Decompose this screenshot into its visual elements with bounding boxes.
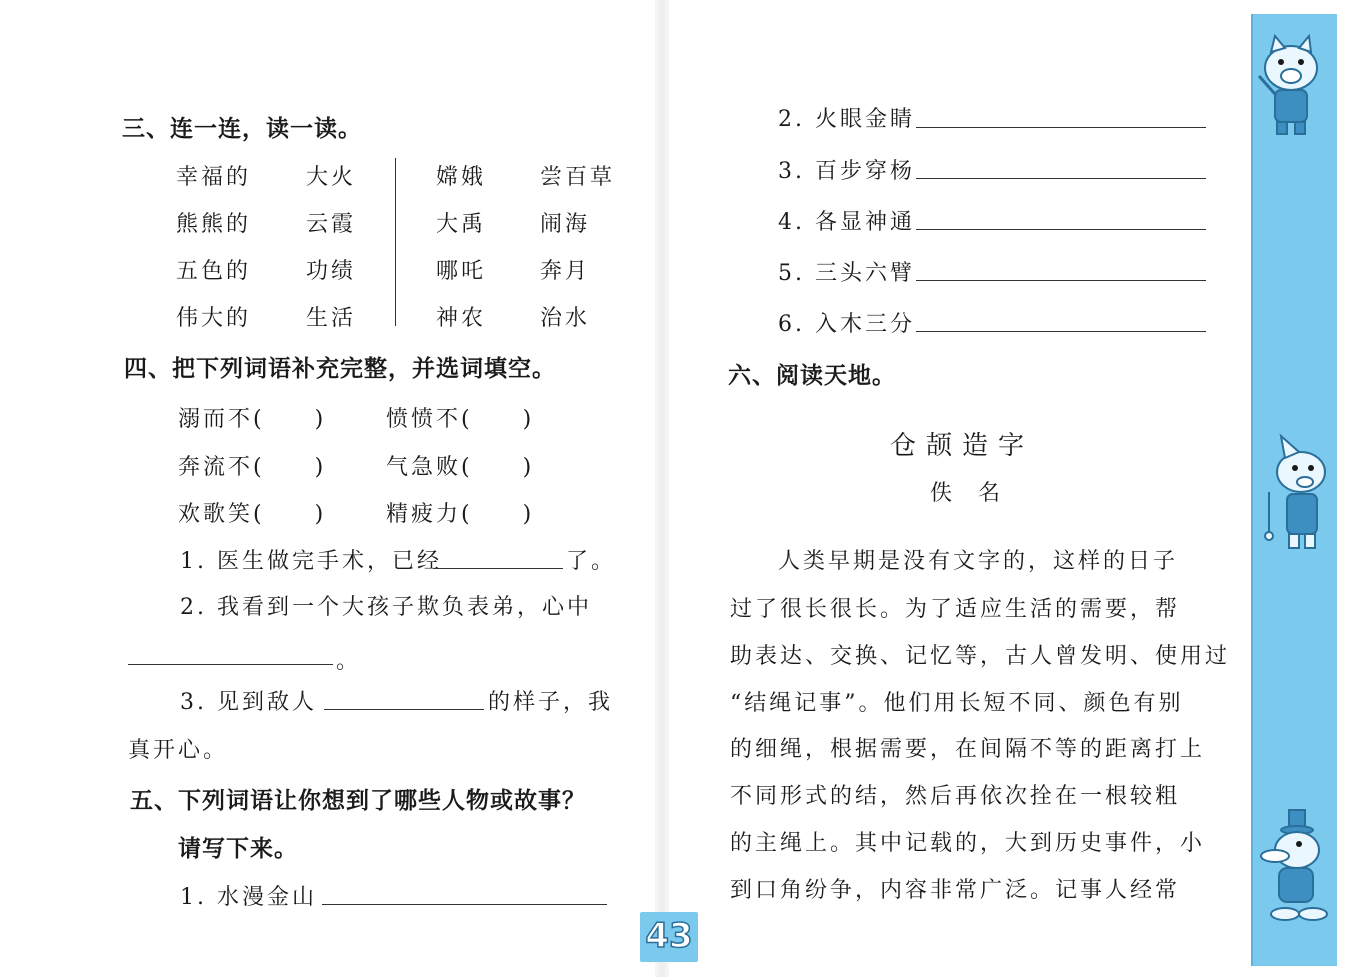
question-2-text: 2. 我看到一个大孩子欺负表弟，心中 bbox=[180, 595, 592, 620]
idiom-item: 3. 百步穿杨 bbox=[778, 159, 915, 184]
match-word: 嫦娥 bbox=[436, 165, 487, 190]
duck-cartoon-icon bbox=[1249, 804, 1341, 934]
story-title: 仓颉造字 bbox=[890, 431, 1035, 461]
question-2-end: 。 bbox=[336, 649, 362, 674]
idiom-blank[interactable]: 奔流不( ) bbox=[178, 455, 327, 480]
match-word: 伟大的 bbox=[176, 306, 252, 331]
idiom-item: 4. 各显神通 bbox=[778, 210, 915, 235]
story-line: 人类早期是没有文字的，这样的日子 bbox=[778, 549, 1179, 574]
story-line: 的主绳上。其中记载的，大到历史事件，小 bbox=[730, 831, 1206, 856]
story-line: 到口角纷争，内容非常广泛。记事人经常 bbox=[730, 878, 1181, 903]
idiom-blank[interactable]: 欢歌笑( ) bbox=[178, 502, 327, 527]
answer-line[interactable] bbox=[433, 568, 563, 569]
match-word: 熊熊的 bbox=[176, 212, 252, 237]
section5-heading-cont: 请写下来。 bbox=[178, 836, 298, 862]
match-word: 哪吒 bbox=[436, 259, 487, 284]
idiom-item: 2. 火眼金睛 bbox=[778, 107, 915, 132]
decorative-side-strip bbox=[1251, 14, 1337, 966]
idiom-item: 6. 入木三分 bbox=[778, 312, 915, 337]
idiom-blank[interactable]: 愤愤不( ) bbox=[386, 407, 535, 432]
answer-line[interactable] bbox=[916, 331, 1206, 332]
left-page bbox=[0, 0, 660, 977]
question-3-cont: 真开心。 bbox=[128, 738, 229, 763]
story-line: 助表达、交换、记忆等，古人曾发明、使用过 bbox=[730, 644, 1231, 669]
match-word: 神农 bbox=[436, 306, 487, 331]
page-number: 43 bbox=[645, 916, 693, 956]
answer-line[interactable] bbox=[916, 280, 1206, 281]
answer-line[interactable] bbox=[324, 709, 484, 710]
answer-line[interactable] bbox=[322, 904, 607, 905]
answer-line[interactable] bbox=[916, 178, 1206, 179]
question-1-text: 1. 医生做完手术，已经 bbox=[180, 549, 442, 574]
idiom-item: 5. 三头六臂 bbox=[778, 261, 915, 286]
pig-cartoon-icon bbox=[1239, 30, 1339, 140]
section3-heading: 三、连一连，读一读。 bbox=[122, 116, 362, 142]
question-1-end: 了。 bbox=[566, 549, 617, 574]
answer-line[interactable] bbox=[916, 229, 1206, 230]
match-word: 大禹 bbox=[436, 212, 487, 237]
section4-heading: 四、把下列词语补充完整，并选词填空。 bbox=[124, 356, 556, 382]
match-word: 大火 bbox=[306, 165, 357, 190]
answer-line[interactable] bbox=[916, 127, 1206, 128]
match-word: 治水 bbox=[540, 306, 591, 331]
idiom-blank[interactable]: 气急败( ) bbox=[386, 455, 535, 480]
right-page bbox=[660, 0, 1350, 977]
story-line: 的细绳，根据需要，在间隔不等的距离打上 bbox=[730, 737, 1206, 762]
dog-cartoon-icon bbox=[1255, 432, 1339, 562]
story-line: 不同形式的结，然后再依次拴在一根较粗 bbox=[730, 784, 1181, 809]
match-word: 闹海 bbox=[540, 212, 591, 237]
page-number-badge bbox=[640, 912, 698, 962]
section6-heading: 六、阅读天地。 bbox=[728, 363, 896, 389]
match-word: 幸福的 bbox=[176, 165, 252, 190]
match-word: 云霞 bbox=[306, 212, 357, 237]
story-author: 佚名 bbox=[930, 481, 1027, 506]
story-line: “结绳记事”。他们用长短不同、颜色有别 bbox=[730, 691, 1184, 716]
match-word: 奔月 bbox=[540, 259, 591, 284]
answer-line[interactable] bbox=[128, 664, 333, 665]
match-word: 功绩 bbox=[306, 259, 357, 284]
question-3-text: 3. 见到敌人 bbox=[180, 690, 317, 715]
idiom-blank[interactable]: 溺而不( ) bbox=[178, 407, 327, 432]
idiom-item: 1. 水漫金山 bbox=[180, 885, 317, 910]
column-divider bbox=[395, 158, 396, 326]
match-word: 五色的 bbox=[176, 259, 252, 284]
match-word: 尝百草 bbox=[540, 165, 616, 190]
question-3-end: 的样子，我 bbox=[488, 690, 614, 715]
story-line: 过了很长很长。为了适应生活的需要，帮 bbox=[730, 597, 1181, 622]
idiom-blank[interactable]: 精疲力( ) bbox=[386, 502, 535, 527]
section5-heading: 五、下列词语让你想到了哪些人物或故事？ bbox=[130, 788, 586, 814]
match-word: 生活 bbox=[306, 306, 357, 331]
